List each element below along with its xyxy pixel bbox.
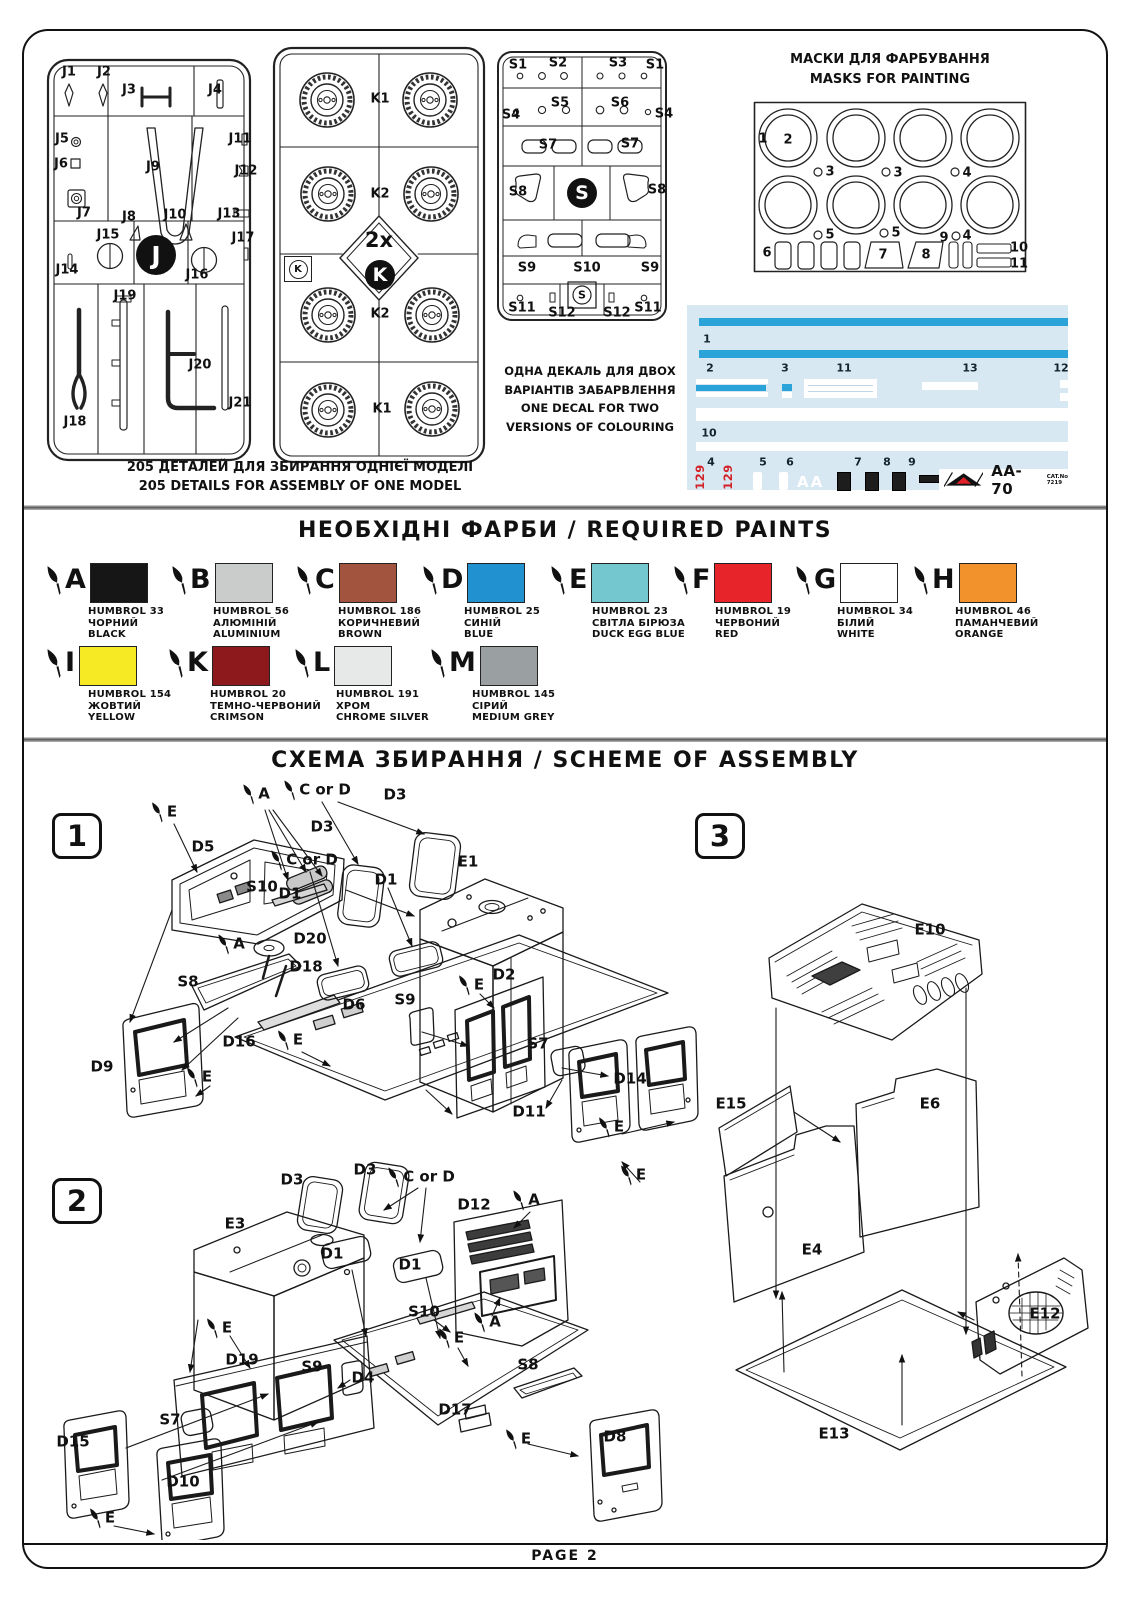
assembly-part-label-text: D3 — [383, 785, 407, 804]
part-label: J15 — [96, 227, 120, 243]
assembly-part-label-text: S9 — [394, 990, 416, 1009]
paint-letter: M — [449, 647, 476, 678]
part-label: S5 — [550, 95, 570, 111]
sprue-k-badge-letter: K — [372, 264, 388, 286]
decal-element — [782, 384, 792, 391]
mask-number: 5 — [825, 227, 835, 243]
paint-code: HUMBROL 191 — [336, 689, 420, 700]
part-label: J4 — [208, 82, 222, 98]
part-label: J7 — [77, 205, 91, 221]
paint-name-uk: БІЛИЙ — [837, 617, 875, 629]
decal-element — [1060, 380, 1068, 388]
paint-description — [338, 606, 422, 641]
part-label: J19 — [113, 288, 137, 304]
assembly-part-label-text: C or D — [403, 1167, 455, 1186]
sprue-k-panel — [272, 46, 486, 464]
footer-divider — [24, 1543, 1106, 1545]
paints-section-header: НЕОБХІДНІ ФАРБИ / REQUIRED PAINTS — [297, 518, 833, 543]
section-divider — [24, 737, 1106, 742]
part-label: S11 — [508, 300, 536, 316]
assembly-part-label-text: D5 — [191, 837, 215, 856]
decal-brand-band — [939, 461, 1068, 498]
paint-item — [432, 643, 556, 724]
paint-swatch — [90, 563, 148, 603]
part-label: S3 — [608, 55, 628, 71]
sprue-k-multiplier: 2x — [364, 228, 394, 252]
assembly-part-label-text: D6 — [342, 995, 366, 1014]
part-label: J21 — [228, 395, 252, 411]
decal-element — [922, 382, 978, 390]
decal-number: 6 — [786, 455, 794, 469]
assembly-part-label-text: C or D — [299, 780, 351, 799]
paint-swatch — [591, 563, 649, 603]
paint-item — [552, 560, 685, 641]
assembly-part-label-text: E10 — [914, 920, 946, 939]
part-label: J5 — [55, 131, 69, 147]
part-label: J2 — [97, 64, 111, 80]
decal-stripe — [696, 379, 768, 384]
details-count-note: 205 ДЕТАЛЕЙ ДЛЯ ЗБИРАННЯ ОДНІЄЇ МОДЕЛІ 205 DETAILS FOR ASSEMBLY OF ONE MODEL — [126, 460, 474, 494]
decal-note: ОДНА ДЕКАЛЬ ДЛЯ ДВОХ ВАРІАНТІВ ЗАБАРВЛЕННЯ ONE DECAL FOR TWO VERSIONS OF COLOURING — [504, 364, 676, 434]
paint-name-en: CHROME SILVER — [336, 712, 429, 723]
paint-swatch — [212, 646, 270, 686]
decal-plate — [837, 472, 851, 491]
step-1-badge: 1 — [52, 813, 102, 859]
paint-description — [715, 606, 793, 641]
paint-item — [915, 560, 1039, 641]
decal-element — [1060, 393, 1068, 401]
part-label: S4 — [654, 106, 674, 122]
decal-number: 4 — [707, 455, 715, 469]
sprue-k-badge — [365, 260, 395, 290]
decal-number: 3 — [781, 361, 789, 375]
paint-name-uk: ЧОРНИЙ — [88, 617, 139, 629]
mask-number: 2 — [783, 132, 793, 148]
paint-item — [170, 643, 321, 724]
paint-name-en: ALUMINIUM — [213, 629, 281, 640]
assembly-part-label-text: D1 — [278, 884, 302, 903]
paint-name-en: RED — [715, 629, 739, 640]
assembly-part-label-text: E — [635, 1165, 647, 1184]
part-label: J6 — [54, 156, 68, 172]
paint-description — [88, 689, 172, 724]
catalog-number: CAT.No 7219 — [1046, 473, 1068, 486]
decal-element — [782, 392, 792, 398]
assembly-part-label-text: E — [453, 1328, 465, 1347]
paint-code: HUMBROL 56 — [213, 606, 290, 617]
paint-name-uk: ЖОВТИЙ — [88, 700, 142, 712]
paint-code: HUMBROL 19 — [715, 606, 792, 617]
part-label: S7 — [538, 137, 558, 153]
paint-item — [48, 560, 166, 641]
paint-letter: F — [692, 564, 711, 595]
paint-code: HUMBROL 145 — [472, 689, 556, 700]
part-label: S1 — [508, 57, 528, 73]
paint-swatch — [339, 563, 397, 603]
paint-name-en: CRIMSON — [210, 712, 265, 723]
assembly-part-label-text: A — [233, 934, 245, 953]
assembly-part-label-text: E — [166, 802, 178, 821]
mask-number: 8 — [921, 247, 931, 263]
mask-number: 10 — [1009, 240, 1029, 256]
part-label: J16 — [185, 267, 209, 283]
paint-name-uk: СІРИЙ — [472, 700, 509, 712]
sprue-s-corner-letter: S — [578, 288, 586, 302]
assembly-part-label-text: D18 — [289, 957, 323, 976]
aa-models-logo — [944, 471, 983, 488]
part-label: S6 — [610, 95, 630, 111]
paint-item — [424, 560, 542, 641]
paint-name-en: DUCK EGG BLUE — [592, 629, 685, 640]
part-label: J18 — [63, 414, 87, 430]
assembly-part-label-text: D2 — [492, 965, 516, 984]
assembly-part-label-text: E12 — [1029, 1304, 1061, 1323]
part-label: J3 — [122, 82, 136, 98]
paint-name-uk: ТЕМНО-ЧЕРВОНИЙ — [210, 700, 321, 712]
paint-item — [173, 560, 291, 641]
paint-code: HUMBROL 25 — [464, 606, 541, 617]
paint-name-en: BLUE — [464, 629, 494, 640]
paint-description — [88, 606, 166, 641]
paint-swatch — [480, 646, 538, 686]
mask-number: 7 — [878, 247, 888, 263]
assembly-part-label-text: D11 — [512, 1102, 546, 1121]
assembly-part-label-text: E4 — [801, 1240, 823, 1259]
assembly-part-label-text: D12 — [457, 1195, 491, 1214]
part-label: K1 — [370, 91, 390, 107]
assembly-part-label-text: D15 — [56, 1432, 90, 1451]
assembly-part-label-text: E — [613, 1117, 625, 1136]
assembly-part-label-text: E — [201, 1067, 213, 1086]
paint-swatch — [79, 646, 137, 686]
mask-number: 6 — [762, 245, 772, 261]
section-divider — [24, 505, 1106, 510]
decal-number: 8 — [883, 455, 891, 469]
mask-number: 3 — [893, 165, 903, 181]
assembly-part-label-text: E15 — [715, 1094, 747, 1113]
sprue-j-panel — [46, 58, 258, 462]
paint-swatch — [334, 646, 392, 686]
assembly-part-label-text: D3 — [280, 1170, 304, 1189]
part-label: J8 — [122, 209, 136, 225]
step-3-badge: 3 — [695, 813, 745, 859]
paint-description — [210, 689, 321, 724]
paint-code: HUMBROL 23 — [592, 606, 669, 617]
sprue-s-badge — [567, 178, 597, 208]
assembly-part-label-text: C or D — [286, 850, 338, 869]
paint-letter: I — [65, 647, 76, 678]
part-label: J1 — [62, 64, 76, 80]
part-label: J12 — [234, 163, 258, 179]
decal-number: 11 — [836, 361, 852, 375]
mask-number: 1 — [758, 131, 768, 147]
decal-plate — [865, 472, 879, 491]
decal-element — [804, 379, 877, 398]
paint-swatch — [714, 563, 772, 603]
assembly-part-label-text: E — [221, 1318, 233, 1337]
paint-description — [837, 606, 915, 641]
part-label: S4 — [501, 107, 521, 123]
paint-letter: C — [315, 564, 335, 595]
decal-plate — [892, 472, 906, 491]
paint-description — [472, 689, 556, 724]
assembly-diagrams — [22, 780, 1110, 1540]
assembly-part-label-text: S8 — [517, 1355, 539, 1374]
paint-letter: K — [187, 647, 208, 678]
decal-number: 9 — [908, 455, 916, 469]
paint-letter: A — [65, 564, 86, 595]
decal-sheet — [687, 305, 1069, 498]
assembly-part-label-text: E — [473, 975, 485, 994]
part-label: J10 — [163, 207, 187, 223]
mask-number: 9 — [939, 230, 949, 246]
mask-number: 4 — [962, 165, 972, 181]
mask-number: 11 — [1009, 256, 1029, 272]
assembly-part-label-text: E1 — [457, 852, 479, 871]
paint-code: HUMBROL 46 — [955, 606, 1032, 617]
part-label: S9 — [517, 260, 537, 276]
decal-number: 10 — [701, 426, 717, 440]
assembly-part-label-text: S10 — [408, 1302, 440, 1321]
assembly-part-label-text: D14 — [613, 1069, 647, 1088]
assembly-drawing — [22, 780, 1110, 1540]
assembly-part-label-text: D4 — [351, 1368, 375, 1387]
assembly-part-label-text: E — [104, 1508, 116, 1527]
decal-number: 13 — [962, 361, 978, 375]
assembly-part-label-text: D10 — [166, 1472, 200, 1491]
decal-aa-marking: AA — [797, 473, 825, 491]
decal-red-number: 129 — [721, 464, 735, 490]
paint-name-uk: ЧЕРВОНИЙ — [715, 617, 781, 629]
masks-title-uk: МАСКИ ДЛЯ ФАРБУВАННЯ — [790, 52, 990, 67]
paint-code: HUMBROL 186 — [338, 606, 422, 617]
kit-number: AA-70 — [991, 461, 1023, 498]
assembly-part-label-text: A — [489, 1312, 501, 1331]
paint-code: HUMBROL 154 — [88, 689, 172, 700]
paint-code: HUMBROL 34 — [837, 606, 914, 617]
assembly-part-label-text: D3 — [310, 817, 334, 836]
paint-letter: E — [569, 564, 588, 595]
part-label: S7 — [620, 136, 640, 152]
decal-stripe — [696, 385, 766, 391]
paint-name-uk: СВІТЛА БІРЮЗА — [592, 617, 685, 629]
sprue-s-badge-letter: S — [575, 182, 589, 204]
assembly-part-label-text: S10 — [246, 877, 278, 896]
part-label: S10 — [573, 260, 601, 276]
assembly-part-label-text: E3 — [224, 1214, 246, 1233]
paint-letter: B — [190, 564, 211, 595]
part-label: K1 — [372, 401, 392, 417]
assembly-part-label-text: E — [520, 1429, 532, 1448]
part-label: S2 — [548, 55, 568, 71]
part-label: S12 — [548, 305, 576, 321]
decal-number: 5 — [759, 455, 767, 469]
mask-number: 5 — [891, 225, 901, 241]
assembly-part-label-text: D1 — [320, 1244, 344, 1263]
decal-stripe — [696, 442, 1068, 451]
sprue-k-corner-letter: K — [289, 260, 308, 279]
part-label: J9 — [146, 159, 160, 175]
part-label: K2 — [370, 306, 390, 322]
mask-number: 3 — [825, 164, 835, 180]
assembly-part-label-text: D20 — [293, 929, 327, 948]
paint-swatch — [467, 563, 525, 603]
assembly-part-label-text: A — [528, 1190, 540, 1209]
assembly-part-label-text: E13 — [818, 1424, 850, 1443]
decal-red-number: 129 — [693, 464, 707, 490]
part-label: J20 — [188, 357, 212, 373]
paint-name-en: BLACK — [88, 629, 126, 640]
paint-swatch — [959, 563, 1017, 603]
decal-number: 1 — [703, 332, 711, 346]
paint-letter: D — [441, 564, 464, 595]
paint-letter: L — [313, 647, 331, 678]
decal-number: 7 — [854, 455, 862, 469]
part-label: S12 — [603, 305, 631, 321]
assembly-part-label-text: S7 — [527, 1034, 549, 1053]
paint-description — [592, 606, 685, 641]
paint-letter: H — [932, 564, 955, 595]
masks-drawing — [753, 101, 1027, 273]
paint-description — [336, 689, 429, 724]
sprue-k-corner-mark — [284, 256, 312, 282]
paint-item — [296, 643, 429, 724]
assembly-part-label-text: D16 — [222, 1032, 256, 1051]
paint-name-uk: КОРИЧНЕВИЙ — [338, 617, 421, 629]
paint-name-uk: ПАМАНЧЕВИЙ — [955, 617, 1039, 629]
sprue-j-badge — [136, 235, 176, 275]
part-label: S9 — [640, 260, 660, 276]
paint-name-en: WHITE — [837, 629, 875, 640]
paint-description — [955, 606, 1039, 641]
decal-number: 2 — [706, 361, 714, 375]
paint-letter: G — [814, 564, 837, 595]
part-label: K2 — [370, 186, 390, 202]
assembly-part-label-text: E — [292, 1030, 304, 1049]
decal-stripe — [699, 350, 1068, 358]
sprue-s-panel — [496, 50, 674, 322]
sprue-j-badge-letter: J — [151, 240, 161, 270]
decal-stripe — [696, 392, 768, 397]
assembly-part-label-text: D17 — [438, 1400, 472, 1419]
paint-description — [213, 606, 291, 641]
paint-item — [675, 560, 793, 641]
assembly-part-label-text: S7 — [159, 1410, 181, 1429]
paint-name-uk: ХРОМ — [336, 700, 371, 712]
part-label: S11 — [634, 300, 662, 316]
masks-title-en: MASKS FOR PAINTING — [809, 72, 971, 87]
paint-name-en: MEDIUM GREY — [472, 712, 555, 723]
masks-diagram — [753, 101, 1027, 273]
part-label: J17 — [231, 230, 255, 246]
paint-name-uk: АЛЮМІНІЙ — [213, 617, 277, 629]
decal-element — [779, 472, 788, 490]
assembly-part-label-text: A — [258, 784, 270, 803]
paint-code: HUMBROL 20 — [210, 689, 287, 700]
assembly-part-label-text: E6 — [919, 1094, 941, 1113]
decal-number: 12 — [1053, 361, 1069, 375]
decal-stripe — [696, 408, 1068, 421]
assembly-part-label-text: D8 — [603, 1427, 627, 1446]
part-label: J11 — [228, 131, 252, 147]
part-label: J13 — [217, 206, 241, 222]
sprue-k-drawing — [272, 46, 486, 464]
assembly-part-label-text: D3 — [353, 1160, 377, 1179]
part-label: S8 — [647, 182, 667, 198]
paint-name-en: YELLOW — [88, 712, 136, 723]
part-label: S1 — [645, 57, 665, 73]
assembly-part-label-text: D19 — [225, 1350, 259, 1369]
mask-number: 4 — [962, 228, 972, 244]
paint-code: HUMBROL 33 — [88, 606, 165, 617]
step-2-badge: 2 — [52, 1178, 102, 1224]
paint-item — [298, 560, 422, 641]
paint-name-en: BROWN — [338, 629, 383, 640]
part-label: J14 — [55, 262, 79, 278]
decal-element — [753, 472, 762, 490]
paint-description — [464, 606, 542, 641]
assembly-part-label-text: D9 — [90, 1057, 114, 1076]
paint-name-en: ORANGE — [955, 629, 1004, 640]
paint-swatch — [840, 563, 898, 603]
paint-item — [797, 560, 915, 641]
assembly-part-label-text: D1 — [374, 870, 398, 889]
assembly-section-header: СХЕМА ЗБИРАННЯ / SCHEME OF ASSEMBLY — [271, 748, 859, 773]
part-label: S8 — [508, 184, 528, 200]
paint-name-uk: СИНІЙ — [464, 617, 502, 629]
page-number: PAGE 2 — [531, 1548, 599, 1564]
assembly-part-label-text: D1 — [398, 1255, 422, 1274]
paint-swatch — [215, 563, 273, 603]
paint-item — [48, 643, 172, 724]
assembly-part-label-text: S8 — [177, 972, 199, 991]
assembly-part-label-text: S9 — [301, 1357, 323, 1376]
decal-stripe — [699, 318, 1068, 326]
